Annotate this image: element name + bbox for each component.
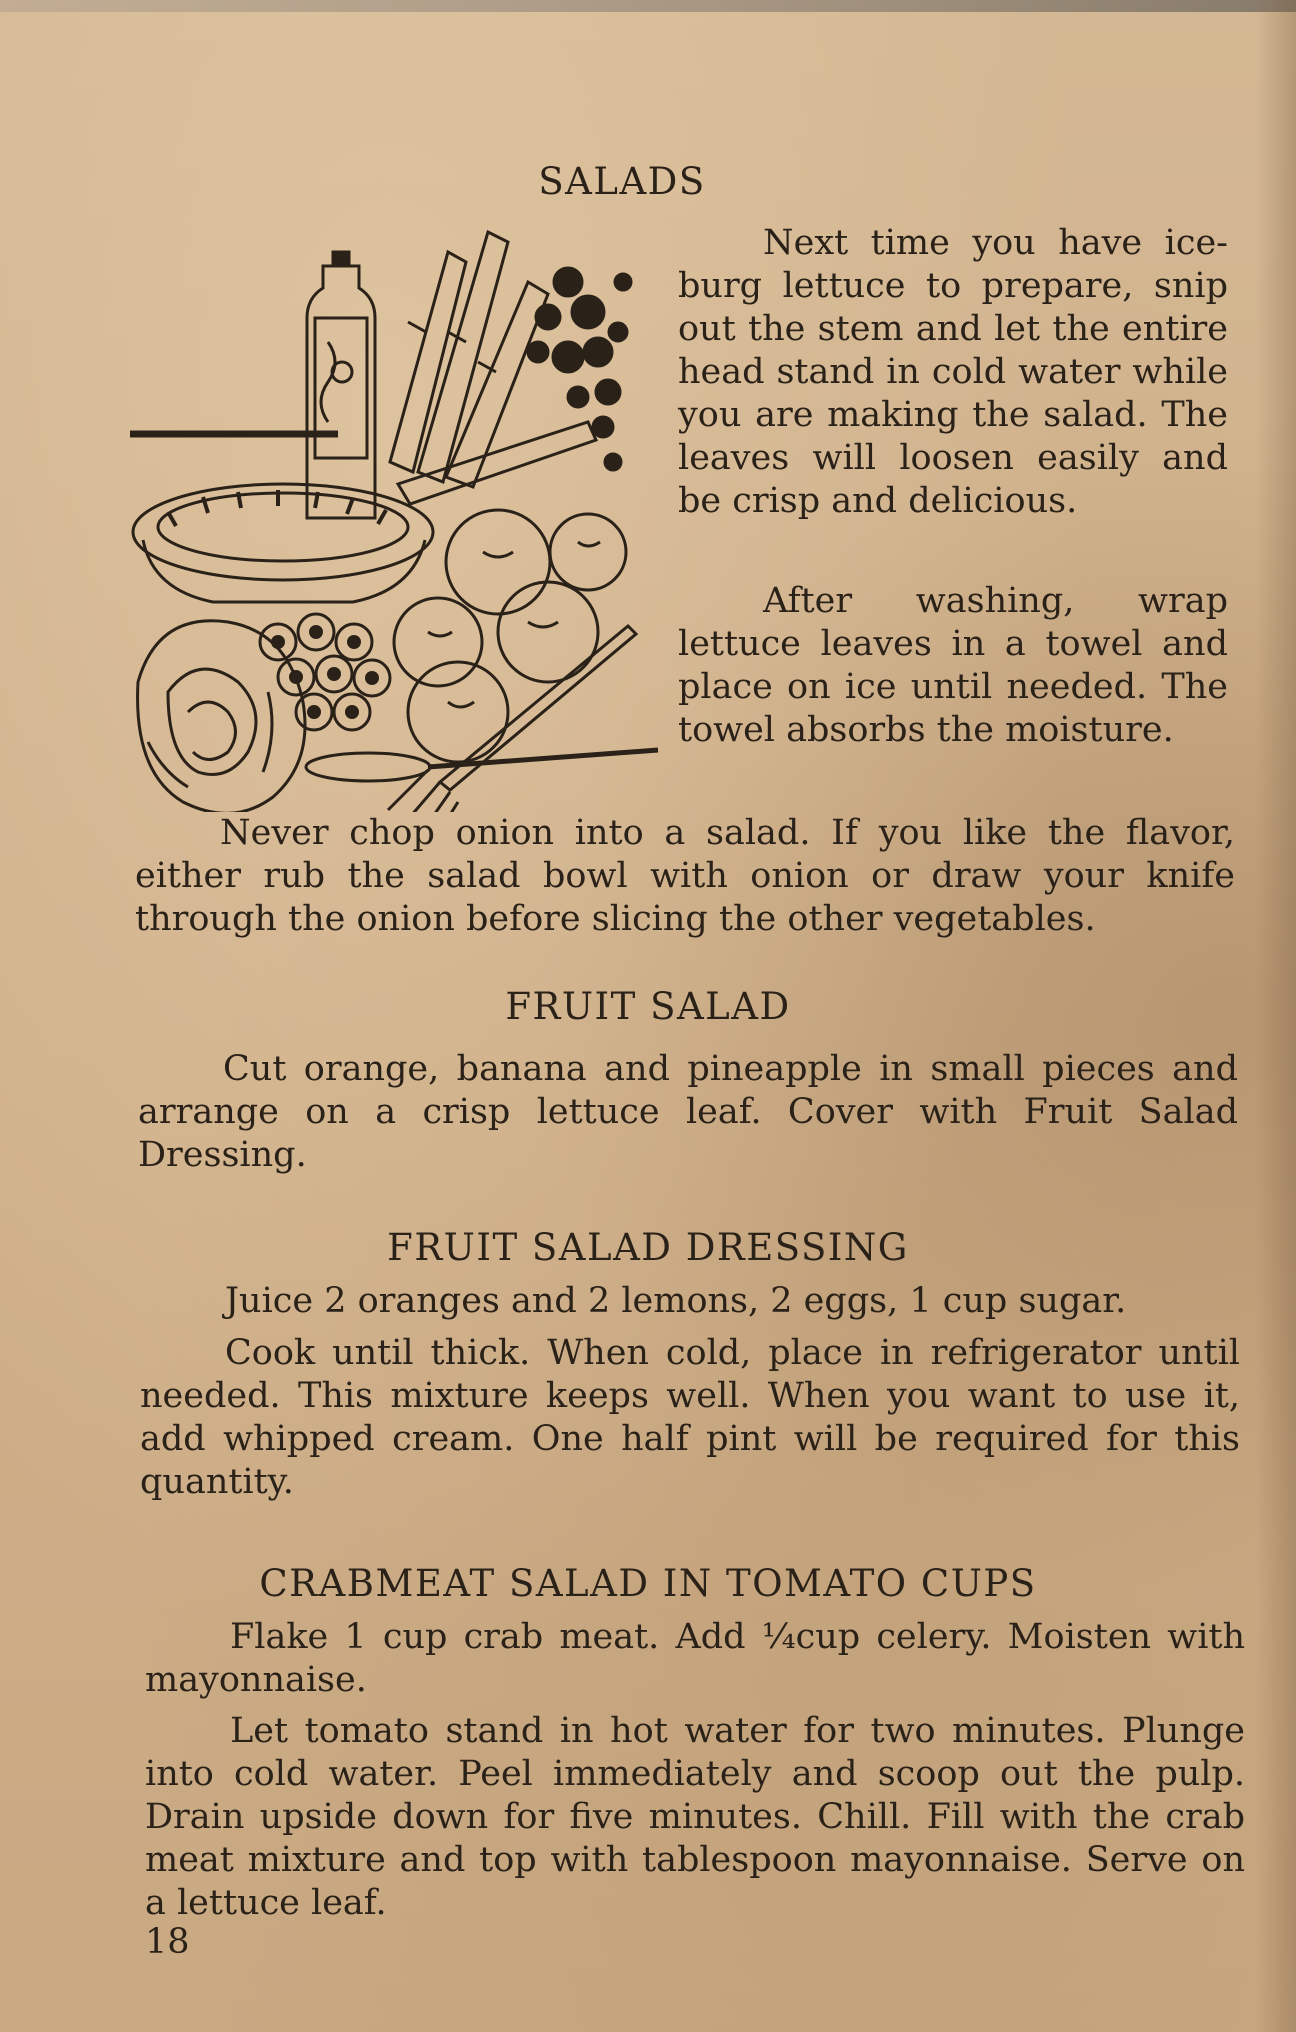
section-title-crabmeat-salad: CRABMEAT SALAD IN TOMATO CUPS <box>259 1562 1037 1605</box>
salads-paragraph-3: Never chop onion into a salad. If you like the flavor, either rub the salad bowl with onion or draw your knife through the onion before slicing the other vegetables. <box>135 813 1235 939</box>
fruit-salad-dressing-paragraph-2: Cook until thick. When cold, place in refrigerator until needed. This mixture keeps well. When you want to use it, add whipped cream. One half pint will be required for this quantity. <box>140 1333 1240 1502</box>
salads-paragraph-2: After washing, wrap lettuce leaves in a towel and place on ice until needed. The towel absorbs the moisture. <box>678 581 1228 750</box>
page-number: 18 <box>145 1922 190 1962</box>
salad-illustration-icon <box>128 222 668 812</box>
fruit-salad-dressing-paragraph-1: Juice 2 oranges and 2 lemons, 2 eggs, 1 cup sugar. <box>225 1281 1127 1321</box>
crabmeat-salad-paragraph-2: Let tomato stand in hot water for two minutes. Plunge into cold water. Peel immediately and scoop out the pulp. Drain upside down for five minutes. Chill. Fill with the crab meat mixture and top with tablespoon mayonnaise. Serve on a lettuce leaf. <box>145 1711 1245 1923</box>
crabmeat-salad-paragraph-1: Flake 1 cup crab meat. Add ¼cup celery. Moisten with mayonnaise. <box>145 1617 1245 1700</box>
fruit-salad-paragraph-1: Cut orange, banana and pineapple in small pieces and arrange on a crisp lettuce leaf. Cover with Fruit Salad Dressing. <box>138 1049 1238 1175</box>
section-title-fruit-salad: FRUIT SALAD <box>505 985 791 1028</box>
page-top-edge <box>0 0 1296 12</box>
section-title-salads: SALADS <box>538 160 706 203</box>
section-title-fruit-salad-dressing: FRUIT SALAD DRESSING <box>387 1226 909 1269</box>
salads-paragraph-1: Next time you have ice-burg lettuce to prepare, snip out the stem and let the entire head stand in cold water while you are making the salad. The leaves will loosen easily and be crisp and delicious. <box>678 223 1228 521</box>
